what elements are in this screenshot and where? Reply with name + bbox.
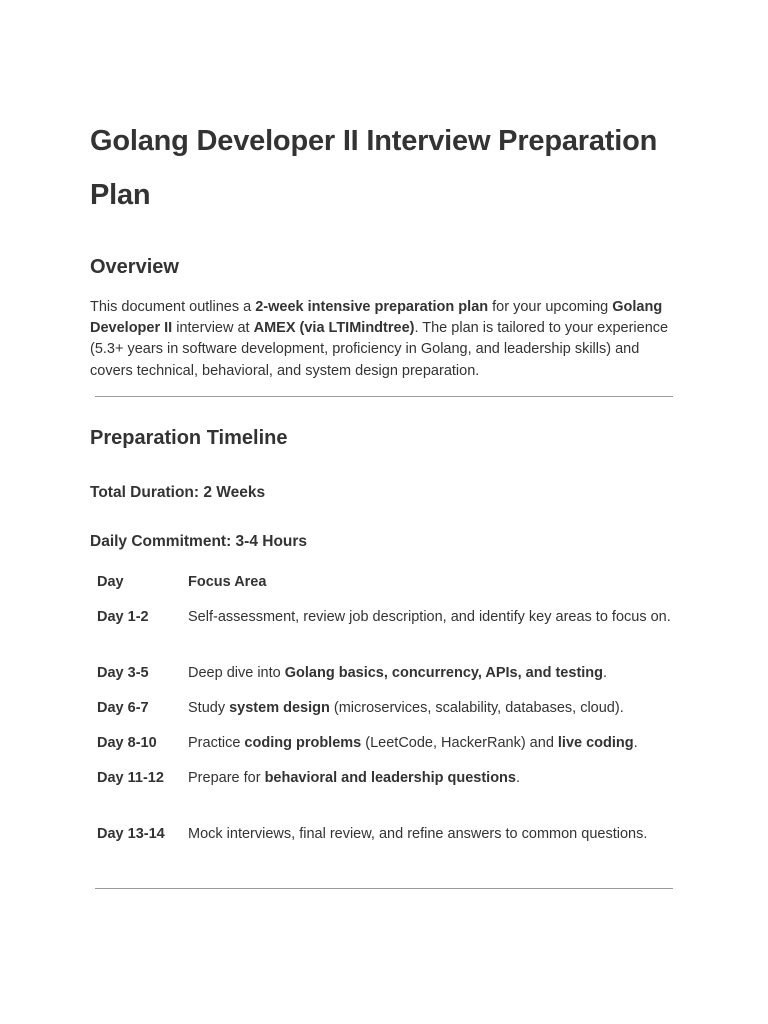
- timeline-heading: Preparation Timeline: [90, 427, 288, 449]
- table-header-row: [90, 572, 680, 607]
- row-day: Day 1-2: [97, 609, 149, 625]
- table-row: [90, 663, 680, 698]
- row-day: Day 3-5: [97, 665, 149, 681]
- table-row: [90, 768, 680, 824]
- row-focus-emphasis: Golang basics, concurrency, APIs, and testing: [284, 665, 604, 681]
- row-focus: [188, 607, 680, 663]
- row-focus-text: (microservices, scalability, databases, cloud).: [329, 700, 624, 716]
- table-row: [90, 607, 680, 663]
- row-focus: [188, 663, 680, 698]
- row-focus-emphasis: system design: [229, 700, 330, 716]
- divider-2: [95, 888, 673, 889]
- row-day: Day 6-7: [97, 700, 149, 716]
- row-focus-emphasis: live coding: [557, 735, 634, 751]
- table-row: [90, 824, 680, 859]
- row-focus-text: .: [515, 770, 521, 786]
- daily-commitment: Daily Commitment: 3-4 Hours: [90, 533, 308, 550]
- row-focus-text: Practice: [188, 735, 245, 751]
- row-focus-text: .: [633, 735, 638, 751]
- row-focus-text: Prepare for: [188, 770, 265, 786]
- row-focus: [188, 824, 680, 859]
- row-focus-text: Self-assessment, review job description, and identify key areas to focus on.: [188, 609, 671, 625]
- overview-emphasis-role: Golang Developer II: [90, 299, 663, 337]
- overview-emphasis-plan: 2-week intensive preparation plan: [255, 299, 489, 315]
- row-focus-text: Deep dive into: [188, 665, 285, 681]
- column-header-focus-area: Focus Area: [188, 574, 267, 590]
- row-focus-emphasis: behavioral and leadership questions: [264, 770, 516, 786]
- row-focus-text: Study: [188, 700, 230, 716]
- table-row: [90, 733, 680, 768]
- row-day: Day 11-12: [97, 770, 164, 786]
- overview-emphasis-company: AMEX (via LTIMindtree): [253, 320, 415, 337]
- row-focus-text: (LeetCode, HackerRank) and: [361, 735, 558, 751]
- overview-text-3: interview at: [172, 320, 254, 337]
- document-title: Golang Developer II Interview Preparation Plan: [90, 125, 658, 211]
- overview-text-1: This document outlines a: [90, 299, 256, 315]
- row-focus-text: .: [603, 665, 608, 681]
- timeline-table: [90, 572, 680, 859]
- row-focus: [188, 733, 680, 768]
- row-focus-text: Mock interviews, final review, and refine answers to common questions.: [188, 826, 648, 842]
- overview-text-4: . The plan is tailored to your experience (5.3+ years in software development, proficiency in Golang, and leadership skills) and covers technical, behavioral, and system design preparation.: [90, 320, 669, 379]
- row-focus: [188, 698, 680, 733]
- overview-text-2: for your upcoming: [488, 299, 613, 315]
- row-day: Day 8-10: [97, 735, 157, 751]
- column-header-day: Day: [97, 574, 124, 590]
- overview-heading: Overview: [90, 256, 179, 278]
- total-duration: Total Duration: 2 Weeks: [90, 484, 266, 501]
- divider-1: [95, 396, 673, 397]
- table-row: [90, 698, 680, 733]
- overview-paragraph: [90, 297, 682, 382]
- row-day: Day 13-14: [97, 826, 165, 842]
- row-focus: [188, 768, 680, 824]
- row-focus-emphasis: coding problems: [244, 735, 362, 751]
